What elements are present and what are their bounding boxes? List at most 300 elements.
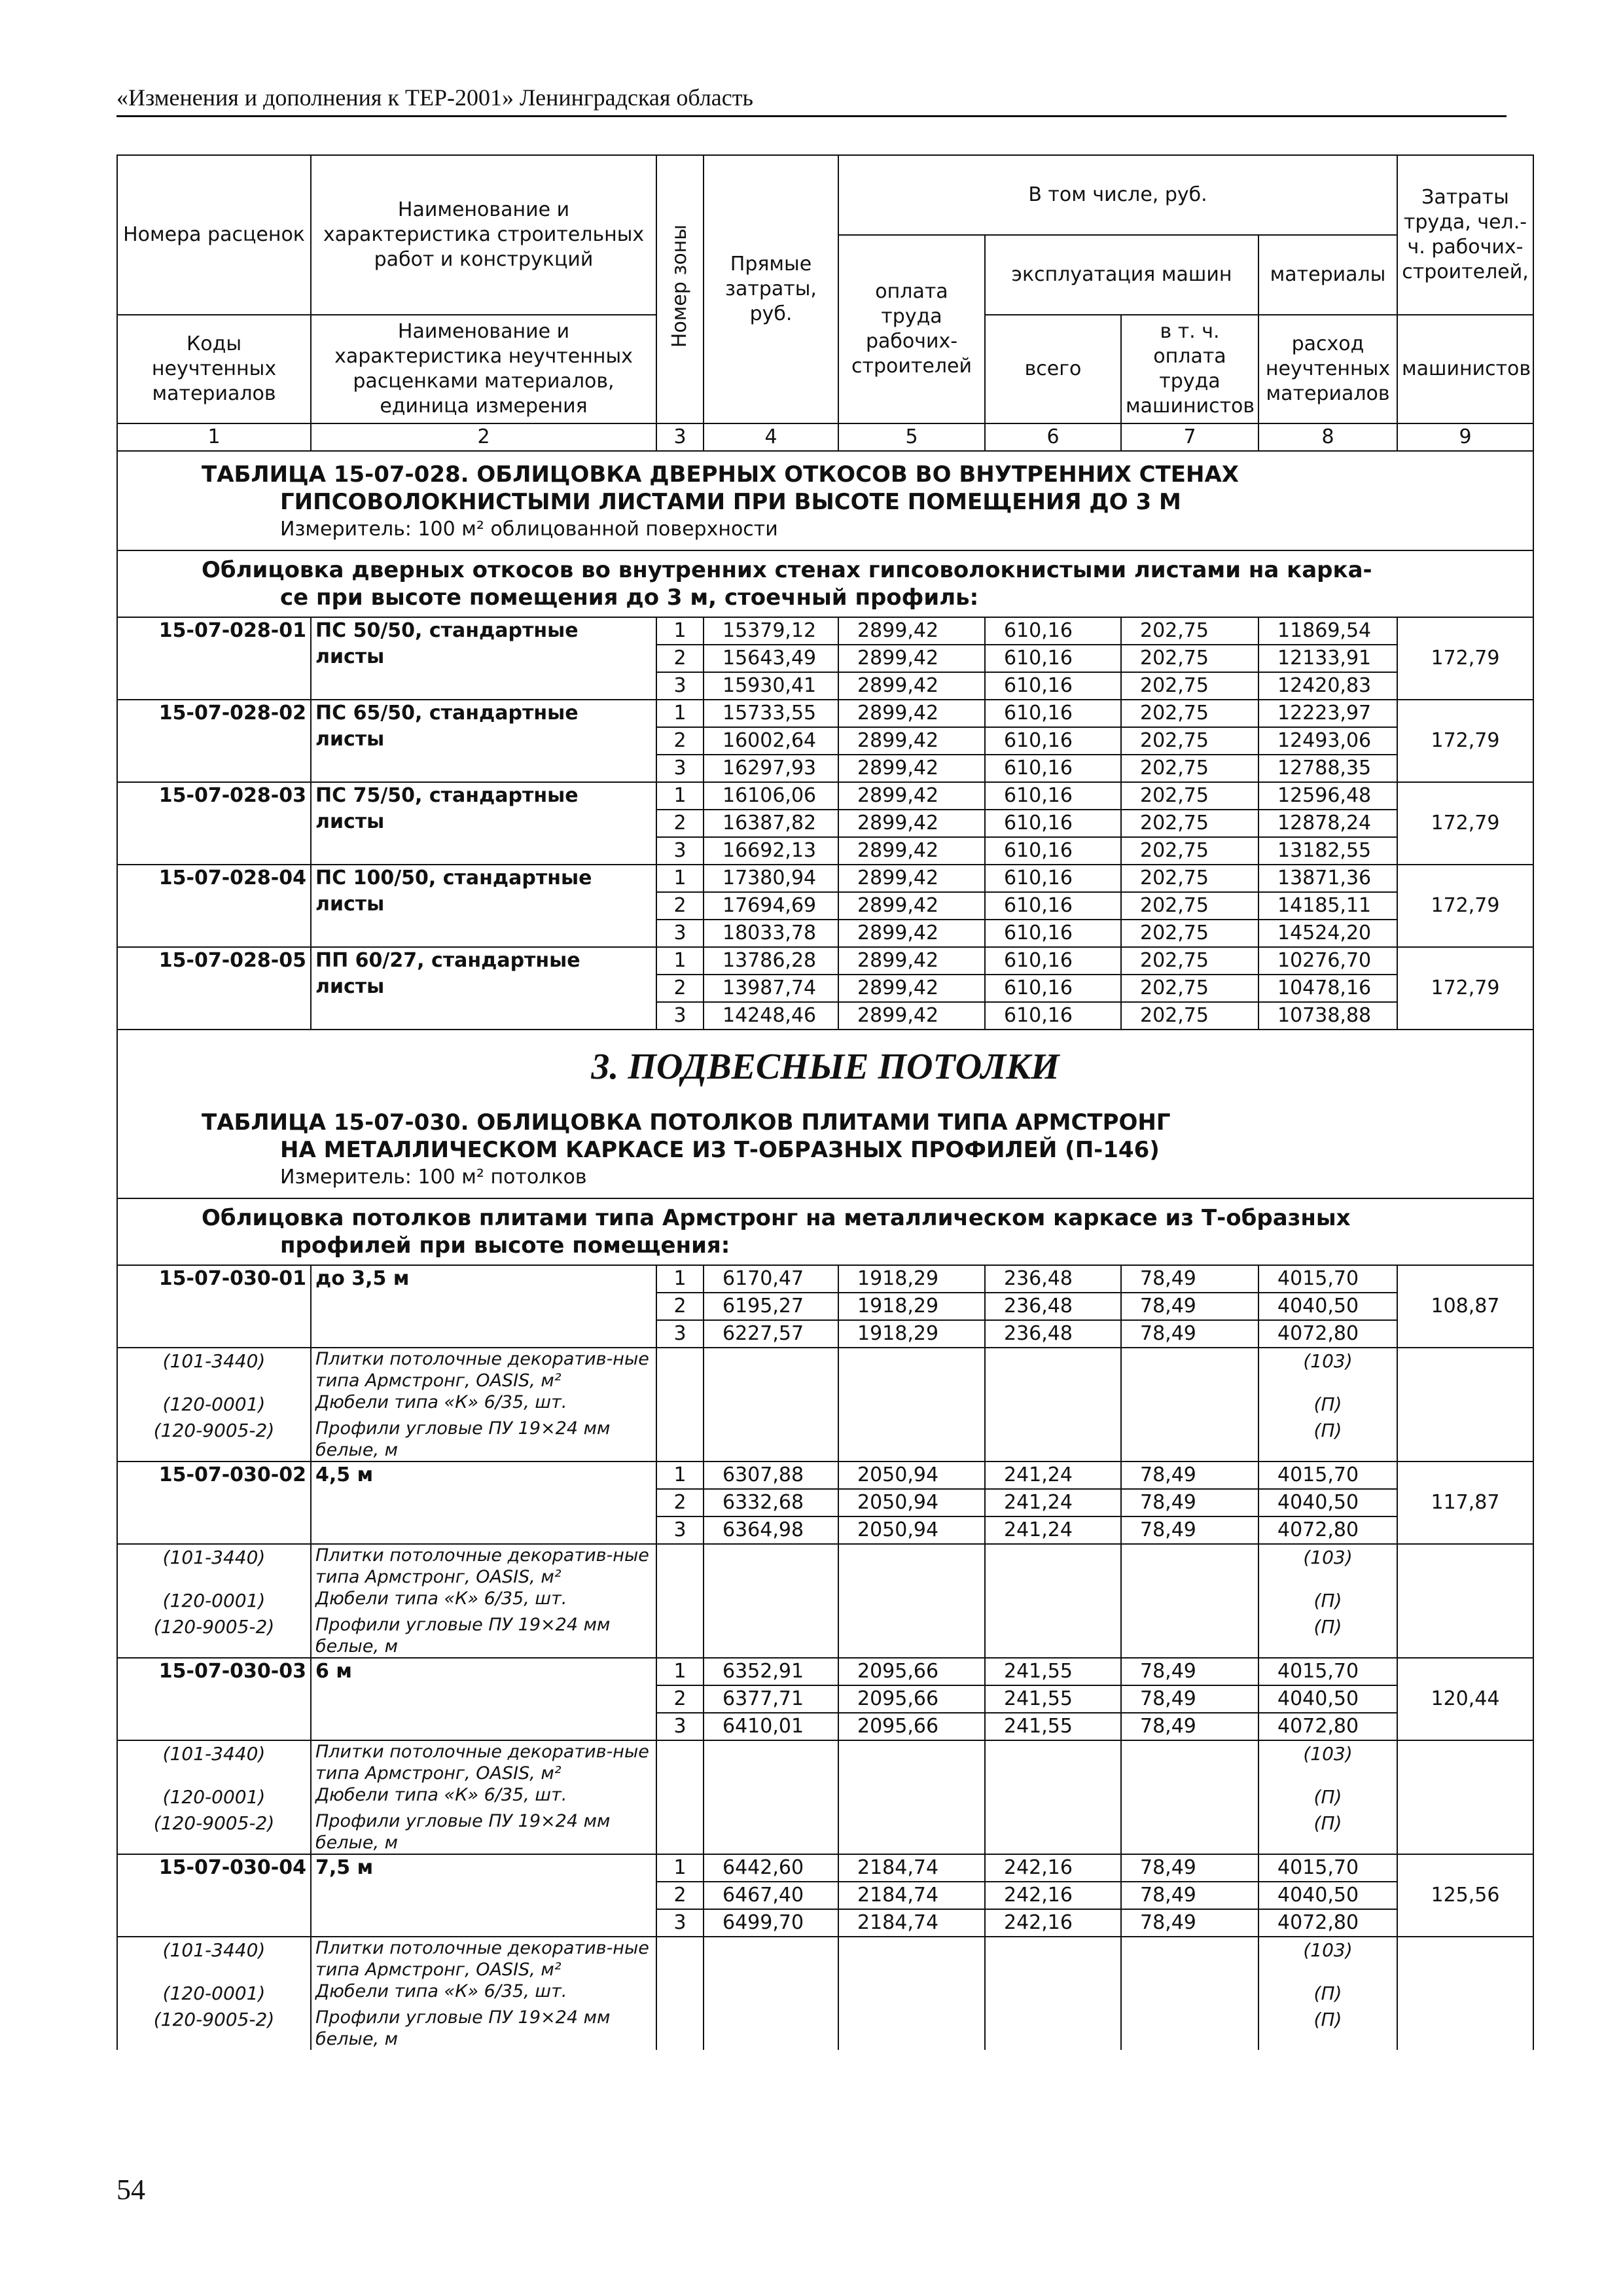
col-codes: Коды неучтенных материалов — [117, 315, 311, 423]
value-cell: 241,55 — [985, 1658, 1121, 1685]
zone-cell: 2 — [656, 1882, 704, 1909]
value-cell: 78,49 — [1121, 1293, 1258, 1320]
value-cell: 6352,91 — [704, 1658, 838, 1685]
empty-cell — [838, 1614, 985, 1658]
value-cell: 6442,60 — [704, 1854, 838, 1882]
value-cell: 202,75 — [1121, 892, 1258, 920]
empty-cell — [704, 1614, 838, 1658]
value-cell: 241,24 — [985, 1489, 1121, 1516]
empty-cell — [704, 2007, 838, 2050]
value-cell: 16106,06 — [704, 782, 838, 810]
labor-cell: 172,79 — [1397, 782, 1533, 865]
value-cell: 202,75 — [1121, 782, 1258, 810]
value-cell: 6332,68 — [704, 1489, 838, 1516]
value-cell: 2899,42 — [838, 755, 985, 782]
value-cell: 202,75 — [1121, 700, 1258, 727]
empty-cell — [704, 1784, 838, 1810]
material-row — [117, 1614, 1533, 1658]
value-cell: 12788,35 — [1258, 755, 1397, 782]
material-code: (120-9005-2) — [117, 1418, 311, 1462]
col-nums: Номера расценок — [117, 155, 311, 315]
material-qty: (П) — [1258, 2007, 1397, 2050]
value-cell: 242,16 — [985, 1854, 1121, 1882]
value-cell: 4015,70 — [1258, 1462, 1397, 1489]
material-row — [117, 1544, 1533, 1588]
empty-cell — [1121, 1544, 1258, 1588]
value-cell: 13182,55 — [1258, 837, 1397, 865]
zone-cell: 3 — [656, 1713, 704, 1740]
material-code: (120-9005-2) — [117, 2007, 311, 2050]
material-qty: (103) — [1258, 1740, 1397, 1784]
material-code: (120-0001) — [117, 1981, 311, 2007]
value-cell: 4040,50 — [1258, 1293, 1397, 1320]
material-name: Профили угловые ПУ 19×24 мм белые, м — [311, 1810, 656, 1854]
value-cell: 4015,70 — [1258, 1265, 1397, 1293]
value-cell: 202,75 — [1121, 645, 1258, 672]
value-cell: 4072,80 — [1258, 1320, 1397, 1348]
value-cell: 12878,24 — [1258, 810, 1397, 837]
col-labor2: машинистов — [1397, 315, 1533, 423]
value-cell: 4015,70 — [1258, 1658, 1397, 1685]
zone-cell: 1 — [656, 1658, 704, 1685]
value-cell: 202,75 — [1121, 947, 1258, 975]
value-cell: 610,16 — [985, 672, 1121, 700]
empty-cell — [704, 1981, 838, 2007]
table-row — [117, 947, 1533, 975]
empty-cell — [1397, 1391, 1533, 1418]
value-cell: 2899,42 — [838, 892, 985, 920]
col-name2: Наименование и характеристика неучтенных расценками материалов, единица измерения — [311, 315, 656, 423]
value-cell: 10276,70 — [1258, 947, 1397, 975]
value-cell: 6499,70 — [704, 1909, 838, 1937]
value-cell: 78,49 — [1121, 1320, 1258, 1348]
value-cell: 241,55 — [985, 1713, 1121, 1740]
value-cell: 610,16 — [985, 975, 1121, 1002]
col-wage: оплата труда рабочих-строителей — [838, 235, 985, 423]
value-cell: 2899,42 — [838, 672, 985, 700]
rate-code: 15-07-030-02 — [117, 1462, 311, 1544]
empty-cell — [656, 1588, 704, 1614]
table-row — [117, 1854, 1533, 1882]
empty-cell — [1397, 1348, 1533, 1391]
empty-cell — [838, 1981, 985, 2007]
zone-cell: 3 — [656, 920, 704, 947]
value-cell: 242,16 — [985, 1909, 1121, 1937]
rate-code: 15-07-030-01 — [117, 1265, 311, 1348]
empty-cell — [1397, 1588, 1533, 1614]
empty-cell — [1121, 1348, 1258, 1391]
empty-cell — [1397, 1740, 1533, 1784]
table-row — [117, 700, 1533, 727]
rates-table — [116, 154, 1534, 2050]
value-cell: 78,49 — [1121, 1489, 1258, 1516]
empty-cell — [838, 1784, 985, 1810]
value-cell: 2050,94 — [838, 1489, 985, 1516]
material-name: Профили угловые ПУ 19×24 мм белые, м — [311, 1614, 656, 1658]
table-row — [117, 782, 1533, 810]
value-cell: 10478,16 — [1258, 975, 1397, 1002]
value-cell: 2184,74 — [838, 1882, 985, 1909]
value-cell: 2095,66 — [838, 1658, 985, 1685]
value-cell: 18033,78 — [704, 920, 838, 947]
value-cell: 4040,50 — [1258, 1489, 1397, 1516]
labor-cell: 117,87 — [1397, 1462, 1533, 1544]
empty-cell — [1121, 1784, 1258, 1810]
value-cell: 6307,88 — [704, 1462, 838, 1489]
section-heading: 3. ПОДВЕСНЫЕ ПОТОЛКИ — [117, 1030, 1533, 1100]
empty-cell — [656, 1418, 704, 1462]
value-cell: 6195,27 — [704, 1293, 838, 1320]
table-title: ТАБЛИЦА 15-07-028. ОБЛИЦОВКА ДВЕРНЫХ ОТКОСОВ ВО ВНУТРЕННИХ СТЕНАХ ГИПСОВОЛОКНИСТЫМИ ЛИСТАМИ ПРИ ВЫСОТЕ ПОМЕЩЕНИЯ ДО 3 М Измеритель: 100 м² облицованной поверхности — [117, 451, 1533, 550]
material-row — [117, 1784, 1533, 1810]
value-cell: 202,75 — [1121, 1002, 1258, 1030]
empty-cell — [1121, 1740, 1258, 1784]
value-cell: 2899,42 — [838, 782, 985, 810]
material-code: (101-3440) — [117, 1544, 311, 1588]
value-cell: 610,16 — [985, 617, 1121, 645]
zone-cell: 3 — [656, 1002, 704, 1030]
empty-cell — [985, 1784, 1121, 1810]
zone-cell: 2 — [656, 727, 704, 755]
value-cell: 610,16 — [985, 645, 1121, 672]
col-numbers-row: 1 2 3 4 5 6 7 8 9 — [117, 423, 1533, 451]
value-cell: 610,16 — [985, 865, 1121, 892]
value-cell: 241,55 — [985, 1685, 1121, 1713]
value-cell: 78,49 — [1121, 1713, 1258, 1740]
zone-cell: 1 — [656, 617, 704, 645]
labor-cell: 172,79 — [1397, 617, 1533, 700]
value-cell: 6364,98 — [704, 1516, 838, 1544]
value-cell: 2095,66 — [838, 1685, 985, 1713]
material-qty: (П) — [1258, 1810, 1397, 1854]
zone-cell: 3 — [656, 1320, 704, 1348]
zone-cell: 2 — [656, 645, 704, 672]
value-cell: 14248,46 — [704, 1002, 838, 1030]
value-cell: 4015,70 — [1258, 1854, 1397, 1882]
empty-cell — [656, 1810, 704, 1854]
rate-code: 15-07-028-01 — [117, 617, 311, 700]
rate-name: ПС 50/50, стандартные листы — [311, 617, 656, 700]
running-header: «Изменения и дополнения к ТЕР-2001» Ленинградская область — [116, 84, 1507, 117]
empty-cell — [838, 1544, 985, 1588]
material-code: (120-0001) — [117, 1784, 311, 1810]
value-cell: 6467,40 — [704, 1882, 838, 1909]
value-cell: 610,16 — [985, 810, 1121, 837]
value-cell: 11869,54 — [1258, 617, 1397, 645]
value-cell: 610,16 — [985, 727, 1121, 755]
value-cell: 12596,48 — [1258, 782, 1397, 810]
page-number: 54 — [116, 2174, 145, 2206]
value-cell: 610,16 — [985, 947, 1121, 975]
table-subtitle: Облицовка дверных откосов во внутренних стенах гипсоволокнистыми листами на карка- се при высоте помещения до 3 м, стоечный профиль: — [117, 550, 1533, 617]
value-cell: 2899,42 — [838, 1002, 985, 1030]
value-cell: 202,75 — [1121, 617, 1258, 645]
table-title: ТАБЛИЦА 15-07-030. ОБЛИЦОВКА ПОТОЛКОВ ПЛИТАМИ ТИПА АРМСТРОНГ НА МЕТАЛЛИЧЕСКОМ КАРКАСЕ ИЗ Т-ОБРАЗНЫХ ПРОФИЛЕЙ (П-146) Измеритель: 100 м² потолков — [117, 1100, 1533, 1198]
value-cell: 2899,42 — [838, 727, 985, 755]
zone-cell: 1 — [656, 1462, 704, 1489]
value-cell: 16387,82 — [704, 810, 838, 837]
rate-name: 6 м — [311, 1658, 656, 1740]
rate-code: 15-07-030-04 — [117, 1854, 311, 1937]
material-name: Плитки потолочные декоратив-ные типа Армстронг, OASIS, м² — [311, 1740, 656, 1784]
empty-cell — [985, 2007, 1121, 2050]
value-cell: 78,49 — [1121, 1516, 1258, 1544]
value-cell: 610,16 — [985, 1002, 1121, 1030]
empty-cell — [985, 1981, 1121, 2007]
empty-cell — [656, 1937, 704, 1981]
value-cell: 13871,36 — [1258, 865, 1397, 892]
value-cell: 610,16 — [985, 755, 1121, 782]
empty-cell — [1121, 1418, 1258, 1462]
empty-cell — [838, 2007, 985, 2050]
value-cell: 202,75 — [1121, 810, 1258, 837]
value-cell: 610,16 — [985, 837, 1121, 865]
col-labor: Затраты труда, чел.-ч. рабочих-строителей, — [1397, 155, 1533, 315]
zone-cell: 1 — [656, 1854, 704, 1882]
empty-cell — [1397, 2007, 1533, 2050]
value-cell: 12420,83 — [1258, 672, 1397, 700]
empty-cell — [1121, 1391, 1258, 1418]
empty-cell — [985, 1544, 1121, 1588]
value-cell: 2899,42 — [838, 975, 985, 1002]
material-row — [117, 2007, 1533, 2050]
rate-code: 15-07-030-03 — [117, 1658, 311, 1740]
material-code: (120-9005-2) — [117, 1614, 311, 1658]
material-name: Дюбели типа «К» 6/35, шт. — [311, 1784, 656, 1810]
value-cell: 12493,06 — [1258, 727, 1397, 755]
zone-cell: 1 — [656, 1265, 704, 1293]
value-cell: 2050,94 — [838, 1462, 985, 1489]
value-cell: 242,16 — [985, 1882, 1121, 1909]
value-cell: 4072,80 — [1258, 1516, 1397, 1544]
material-qty: (103) — [1258, 1937, 1397, 1981]
value-cell: 610,16 — [985, 920, 1121, 947]
empty-cell — [1397, 1810, 1533, 1854]
table-row — [117, 1462, 1533, 1489]
empty-cell — [656, 2007, 704, 2050]
material-code: (120-9005-2) — [117, 1810, 311, 1854]
value-cell: 2899,42 — [838, 837, 985, 865]
empty-cell — [985, 1348, 1121, 1391]
value-cell: 16692,13 — [704, 837, 838, 865]
material-code: (120-0001) — [117, 1391, 311, 1418]
empty-cell — [1397, 1784, 1533, 1810]
empty-cell — [656, 1348, 704, 1391]
col-total: всего — [985, 315, 1121, 423]
zone-cell: 3 — [656, 672, 704, 700]
value-cell: 610,16 — [985, 892, 1121, 920]
value-cell: 4072,80 — [1258, 1909, 1397, 1937]
value-cell: 14524,20 — [1258, 920, 1397, 947]
value-cell: 236,48 — [985, 1293, 1121, 1320]
value-cell: 2899,42 — [838, 947, 985, 975]
zone-cell: 2 — [656, 1489, 704, 1516]
value-cell: 13786,28 — [704, 947, 838, 975]
empty-cell — [838, 1391, 985, 1418]
material-name: Профили угловые ПУ 19×24 мм белые, м — [311, 2007, 656, 2050]
empty-cell — [838, 1937, 985, 1981]
rate-name: ПП 60/27, стандартные листы — [311, 947, 656, 1030]
material-qty: (П) — [1258, 1418, 1397, 1462]
material-row — [117, 1810, 1533, 1854]
value-cell: 241,24 — [985, 1462, 1121, 1489]
zone-cell: 3 — [656, 1516, 704, 1544]
material-qty: (103) — [1258, 1544, 1397, 1588]
value-cell: 202,75 — [1121, 837, 1258, 865]
value-cell: 2899,42 — [838, 920, 985, 947]
material-code: (101-3440) — [117, 1348, 311, 1391]
zone-cell: 1 — [656, 700, 704, 727]
empty-cell — [656, 1391, 704, 1418]
value-cell: 78,49 — [1121, 1462, 1258, 1489]
col-mat: материалы — [1258, 235, 1397, 315]
empty-cell — [985, 1391, 1121, 1418]
empty-cell — [656, 1784, 704, 1810]
value-cell: 2050,94 — [838, 1516, 985, 1544]
rate-code: 15-07-028-03 — [117, 782, 311, 865]
empty-cell — [704, 1418, 838, 1462]
value-cell: 202,75 — [1121, 727, 1258, 755]
table-row — [117, 865, 1533, 892]
labor-cell: 108,87 — [1397, 1265, 1533, 1348]
empty-cell — [1397, 1418, 1533, 1462]
empty-cell — [1397, 1544, 1533, 1588]
value-cell: 12223,97 — [1258, 700, 1397, 727]
empty-cell — [1397, 1981, 1533, 2007]
material-row — [117, 1740, 1533, 1784]
col-incl: В том числе, руб. — [838, 155, 1397, 235]
col-name: Наименование и характеристика строительных работ и конструкций — [311, 155, 656, 315]
material-name: Дюбели типа «К» 6/35, шт. — [311, 1588, 656, 1614]
value-cell: 2899,42 — [838, 617, 985, 645]
labor-cell: 172,79 — [1397, 865, 1533, 947]
zone-cell: 2 — [656, 810, 704, 837]
labor-cell: 172,79 — [1397, 700, 1533, 782]
empty-cell — [985, 1810, 1121, 1854]
labor-cell: 172,79 — [1397, 947, 1533, 1030]
value-cell: 202,75 — [1121, 975, 1258, 1002]
value-cell: 6170,47 — [704, 1265, 838, 1293]
material-name: Плитки потолочные декоратив-ные типа Армстронг, OASIS, м² — [311, 1348, 656, 1391]
zone-cell: 2 — [656, 975, 704, 1002]
col-mat2: расход неучтенных материалов — [1258, 315, 1397, 423]
value-cell: 15379,12 — [704, 617, 838, 645]
value-cell: 2899,42 — [838, 700, 985, 727]
rate-name: 4,5 м — [311, 1462, 656, 1544]
value-cell: 78,49 — [1121, 1854, 1258, 1882]
rate-name: ПС 65/50, стандартные листы — [311, 700, 656, 782]
rate-name: до 3,5 м — [311, 1265, 656, 1348]
rate-code: 15-07-028-05 — [117, 947, 311, 1030]
empty-cell — [1121, 1937, 1258, 1981]
labor-cell: 120,44 — [1397, 1658, 1533, 1740]
empty-cell — [985, 1418, 1121, 1462]
value-cell: 2899,42 — [838, 865, 985, 892]
value-cell: 2899,42 — [838, 810, 985, 837]
value-cell: 241,24 — [985, 1516, 1121, 1544]
col-expl: эксплуатация машин — [985, 235, 1258, 315]
labor-cell: 125,56 — [1397, 1854, 1533, 1937]
empty-cell — [1121, 1588, 1258, 1614]
empty-cell — [656, 1981, 704, 2007]
table-subtitle: Облицовка потолков плитами типа Армстронг на металлическом каркасе из Т-образных профилей при высоте помещения: — [117, 1198, 1533, 1265]
empty-cell — [838, 1810, 985, 1854]
value-cell: 6227,57 — [704, 1320, 838, 1348]
material-name: Плитки потолочные декоратив-ные типа Армстронг, OASIS, м² — [311, 1937, 656, 1981]
empty-cell — [1121, 1614, 1258, 1658]
empty-cell — [838, 1740, 985, 1784]
zone-cell: 2 — [656, 892, 704, 920]
value-cell: 1918,29 — [838, 1320, 985, 1348]
empty-cell — [656, 1740, 704, 1784]
value-cell: 15643,49 — [704, 645, 838, 672]
value-cell: 202,75 — [1121, 672, 1258, 700]
value-cell: 2899,42 — [838, 645, 985, 672]
value-cell: 17694,69 — [704, 892, 838, 920]
value-cell: 78,49 — [1121, 1685, 1258, 1713]
material-qty: (П) — [1258, 1588, 1397, 1614]
value-cell: 2184,74 — [838, 1909, 985, 1937]
material-qty: (103) — [1258, 1348, 1397, 1391]
value-cell: 202,75 — [1121, 865, 1258, 892]
material-code: (101-3440) — [117, 1740, 311, 1784]
empty-cell — [656, 1614, 704, 1658]
table-row — [117, 1265, 1533, 1293]
value-cell: 13987,74 — [704, 975, 838, 1002]
material-qty: (П) — [1258, 1391, 1397, 1418]
material-row — [117, 1348, 1533, 1391]
empty-cell — [1397, 1937, 1533, 1981]
zone-cell: 1 — [656, 782, 704, 810]
value-cell: 6377,71 — [704, 1685, 838, 1713]
value-cell: 16297,93 — [704, 755, 838, 782]
rate-name: ПС 100/50, стандартные листы — [311, 865, 656, 947]
empty-cell — [704, 1391, 838, 1418]
material-qty: (П) — [1258, 1784, 1397, 1810]
empty-cell — [704, 1740, 838, 1784]
material-code: (120-0001) — [117, 1588, 311, 1614]
value-cell: 2184,74 — [838, 1854, 985, 1882]
value-cell: 236,48 — [985, 1265, 1121, 1293]
value-cell: 202,75 — [1121, 755, 1258, 782]
empty-cell — [985, 1937, 1121, 1981]
material-qty: (П) — [1258, 1981, 1397, 2007]
table-row — [117, 617, 1533, 645]
value-cell: 6410,01 — [704, 1713, 838, 1740]
value-cell: 236,48 — [985, 1320, 1121, 1348]
material-row — [117, 1981, 1533, 2007]
empty-cell — [985, 1588, 1121, 1614]
material-row — [117, 1418, 1533, 1462]
value-cell: 610,16 — [985, 700, 1121, 727]
value-cell: 202,75 — [1121, 920, 1258, 947]
value-cell: 15930,41 — [704, 672, 838, 700]
value-cell: 2095,66 — [838, 1713, 985, 1740]
material-name: Дюбели типа «К» 6/35, шт. — [311, 1391, 656, 1418]
empty-cell — [656, 1544, 704, 1588]
col-direct: Прямые затраты, руб. — [704, 155, 838, 423]
empty-cell — [1121, 1810, 1258, 1854]
material-row — [117, 1391, 1533, 1418]
empty-cell — [704, 1810, 838, 1854]
zone-cell: 3 — [656, 837, 704, 865]
value-cell: 78,49 — [1121, 1658, 1258, 1685]
material-name: Дюбели типа «К» 6/35, шт. — [311, 1981, 656, 2007]
zone-cell: 2 — [656, 1685, 704, 1713]
value-cell: 78,49 — [1121, 1882, 1258, 1909]
material-name: Плитки потолочные декоратив-ные типа Армстронг, OASIS, м² — [311, 1544, 656, 1588]
empty-cell — [1121, 1981, 1258, 2007]
